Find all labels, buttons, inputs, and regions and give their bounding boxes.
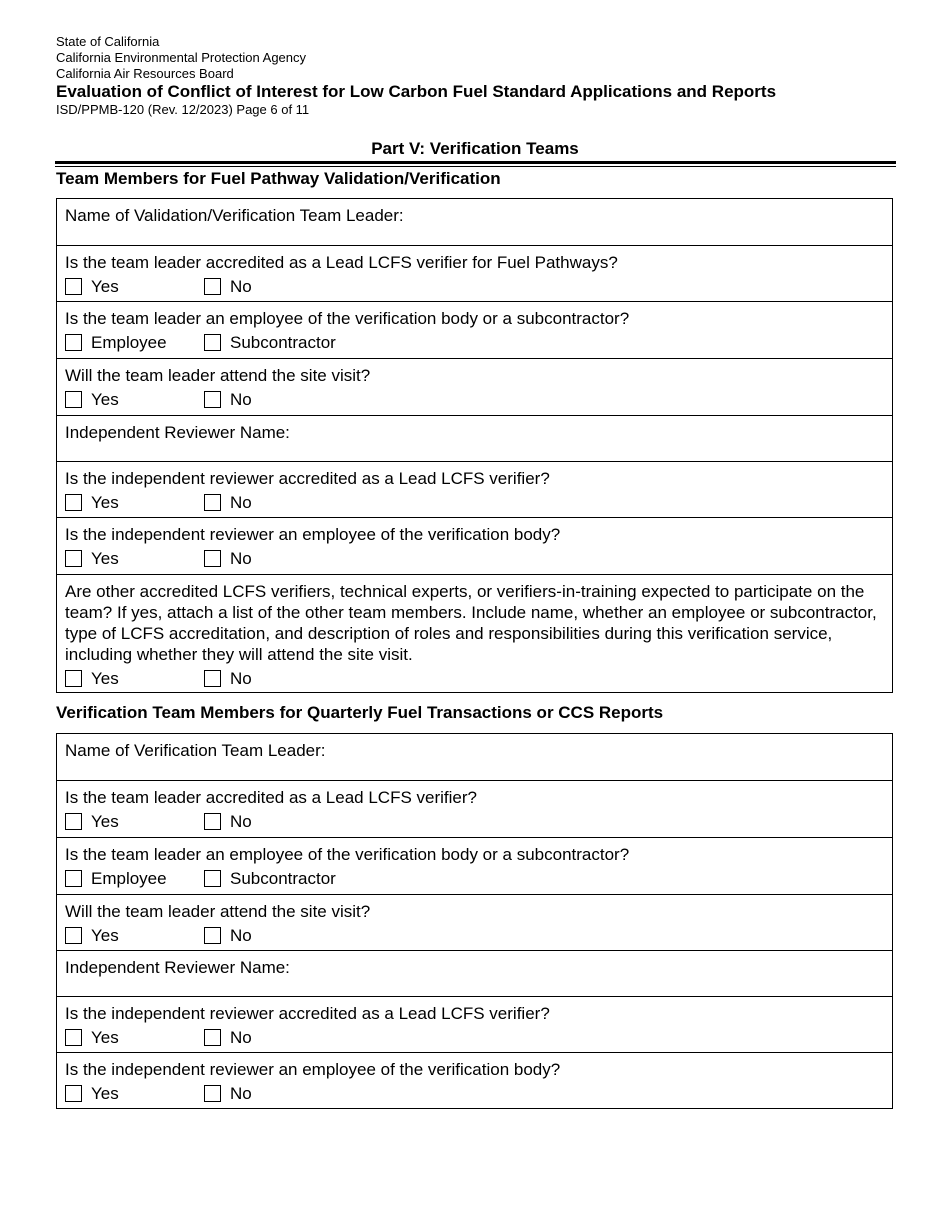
checkbox[interactable] [204, 278, 221, 295]
section2-table [56, 733, 893, 1109]
option-label: No [230, 812, 252, 831]
checkbox[interactable] [65, 334, 82, 351]
question-label: Is the independent reviewer an employee of the verification body? [65, 525, 561, 544]
question-row [57, 837, 892, 894]
option-no[interactable] [204, 1027, 343, 1048]
option-label: Employee [91, 333, 167, 352]
option-label: Yes [91, 812, 119, 831]
question-label: Will the team leader attend the site visit? [65, 366, 371, 385]
question-label: Is the team leader accredited as a Lead LCFS verifier? [65, 788, 477, 807]
form-id: ISD/PPMB-120 (Rev. 12/2023) Page 6 of 11 [56, 102, 310, 117]
option-label: No [230, 549, 252, 568]
field-label: Independent Reviewer Name: [65, 958, 290, 977]
option-employee[interactable] [65, 332, 204, 353]
option-no[interactable] [204, 925, 343, 946]
option-label: Yes [91, 549, 119, 568]
option-yes[interactable] [65, 276, 204, 297]
field-label: Name of Verification Team Leader: [65, 741, 326, 760]
question-row [57, 517, 892, 574]
option-label: No [230, 669, 252, 688]
checkbox[interactable] [204, 550, 221, 567]
checkbox[interactable] [65, 1029, 82, 1046]
checkbox[interactable] [65, 1085, 82, 1102]
checkbox[interactable] [204, 391, 221, 408]
text-field-row[interactable] [57, 199, 892, 245]
option-no[interactable] [204, 1083, 343, 1104]
option-no[interactable] [204, 811, 343, 832]
option-label: No [230, 1084, 252, 1103]
agency-label: California Environmental Protection Agency [56, 50, 307, 65]
option-no[interactable] [204, 668, 343, 689]
option-label: No [230, 493, 252, 512]
option-no[interactable] [204, 548, 343, 569]
option-yes[interactable] [65, 492, 204, 513]
question-label: Will the team leader attend the site visit? [65, 902, 371, 921]
checkbox[interactable] [65, 391, 82, 408]
section1-title: Team Members for Fuel Pathway Validation/Verification [56, 169, 501, 188]
question-row [57, 301, 892, 358]
option-employee[interactable] [65, 868, 204, 889]
text-field-row[interactable] [57, 734, 892, 780]
option-label: Yes [91, 493, 119, 512]
document-header [56, 34, 776, 118]
option-label: Yes [91, 926, 119, 945]
checkbox[interactable] [65, 927, 82, 944]
question-row [57, 996, 892, 1052]
text-field-row[interactable] [57, 950, 892, 996]
option-label: Subcontractor [230, 869, 336, 888]
question-label: Are other accredited LCFS verifiers, technical experts, or verifiers-in-training expected to participate on the team? If yes, attach a list of the other team members. Include name, whether an employee or subcontractor, type of LCFS accreditation, and description of roles and responsibilities during this verification service, including whether they will attend the site visit. [65, 582, 877, 664]
board-label: California Air Resources Board [56, 66, 234, 81]
option-subcontractor[interactable] [204, 868, 343, 889]
option-label: No [230, 926, 252, 945]
option-no[interactable] [204, 492, 343, 513]
divider [55, 166, 896, 167]
question-row [57, 780, 892, 837]
option-no[interactable] [204, 389, 343, 410]
text-field-row[interactable] [57, 415, 892, 461]
part-title: Part V: Verification Teams [371, 139, 579, 158]
option-label: No [230, 390, 252, 409]
question-row [57, 1052, 892, 1108]
divider [55, 161, 896, 164]
checkbox[interactable] [204, 1029, 221, 1046]
option-label: Yes [91, 669, 119, 688]
option-label: Employee [91, 869, 167, 888]
option-no[interactable] [204, 276, 343, 297]
checkbox[interactable] [65, 870, 82, 887]
option-label: Subcontractor [230, 333, 336, 352]
checkbox[interactable] [65, 670, 82, 687]
field-label: Name of Validation/Verification Team Leader: [65, 206, 404, 225]
option-yes[interactable] [65, 548, 204, 569]
section1-table [56, 198, 893, 693]
option-yes[interactable] [65, 389, 204, 410]
checkbox[interactable] [204, 1085, 221, 1102]
question-label: Is the team leader an employee of the verification body or a subcontractor? [65, 845, 630, 864]
question-label: Is the independent reviewer an employee of the verification body? [65, 1060, 561, 1079]
question-row [57, 574, 892, 692]
question-row [57, 461, 892, 517]
question-row [57, 894, 892, 950]
option-subcontractor[interactable] [204, 332, 343, 353]
question-label: Is the independent reviewer accredited as a Lead LCFS verifier? [65, 469, 550, 488]
option-label: Yes [91, 1084, 119, 1103]
option-yes[interactable] [65, 1027, 204, 1048]
question-label: Is the team leader accredited as a Lead LCFS verifier for Fuel Pathways? [65, 253, 618, 272]
checkbox[interactable] [204, 334, 221, 351]
option-label: No [230, 277, 252, 296]
field-label: Independent Reviewer Name: [65, 423, 290, 442]
checkbox[interactable] [65, 550, 82, 567]
option-yes[interactable] [65, 668, 204, 689]
state-label: State of California [56, 34, 160, 49]
checkbox[interactable] [204, 927, 221, 944]
checkbox[interactable] [65, 813, 82, 830]
question-label: Is the independent reviewer accredited as a Lead LCFS verifier? [65, 1004, 550, 1023]
question-row [57, 358, 892, 415]
document-title: Evaluation of Conflict of Interest for Low Carbon Fuel Standard Applications and Reports [56, 82, 777, 101]
option-label: Yes [91, 1028, 119, 1047]
checkbox[interactable] [204, 870, 221, 887]
option-yes[interactable] [65, 925, 204, 946]
checkbox[interactable] [65, 278, 82, 295]
question-label: Is the team leader an employee of the verification body or a subcontractor? [65, 309, 630, 328]
option-yes[interactable] [65, 811, 204, 832]
checkbox[interactable] [204, 813, 221, 830]
option-label: Yes [91, 390, 119, 409]
section2-title: Verification Team Members for Quarterly Fuel Transactions or CCS Reports [56, 703, 664, 722]
checkbox[interactable] [65, 494, 82, 511]
checkbox[interactable] [204, 494, 221, 511]
option-label: No [230, 1028, 252, 1047]
option-yes[interactable] [65, 1083, 204, 1104]
checkbox[interactable] [204, 670, 221, 687]
option-label: Yes [91, 277, 119, 296]
question-row [57, 245, 892, 301]
